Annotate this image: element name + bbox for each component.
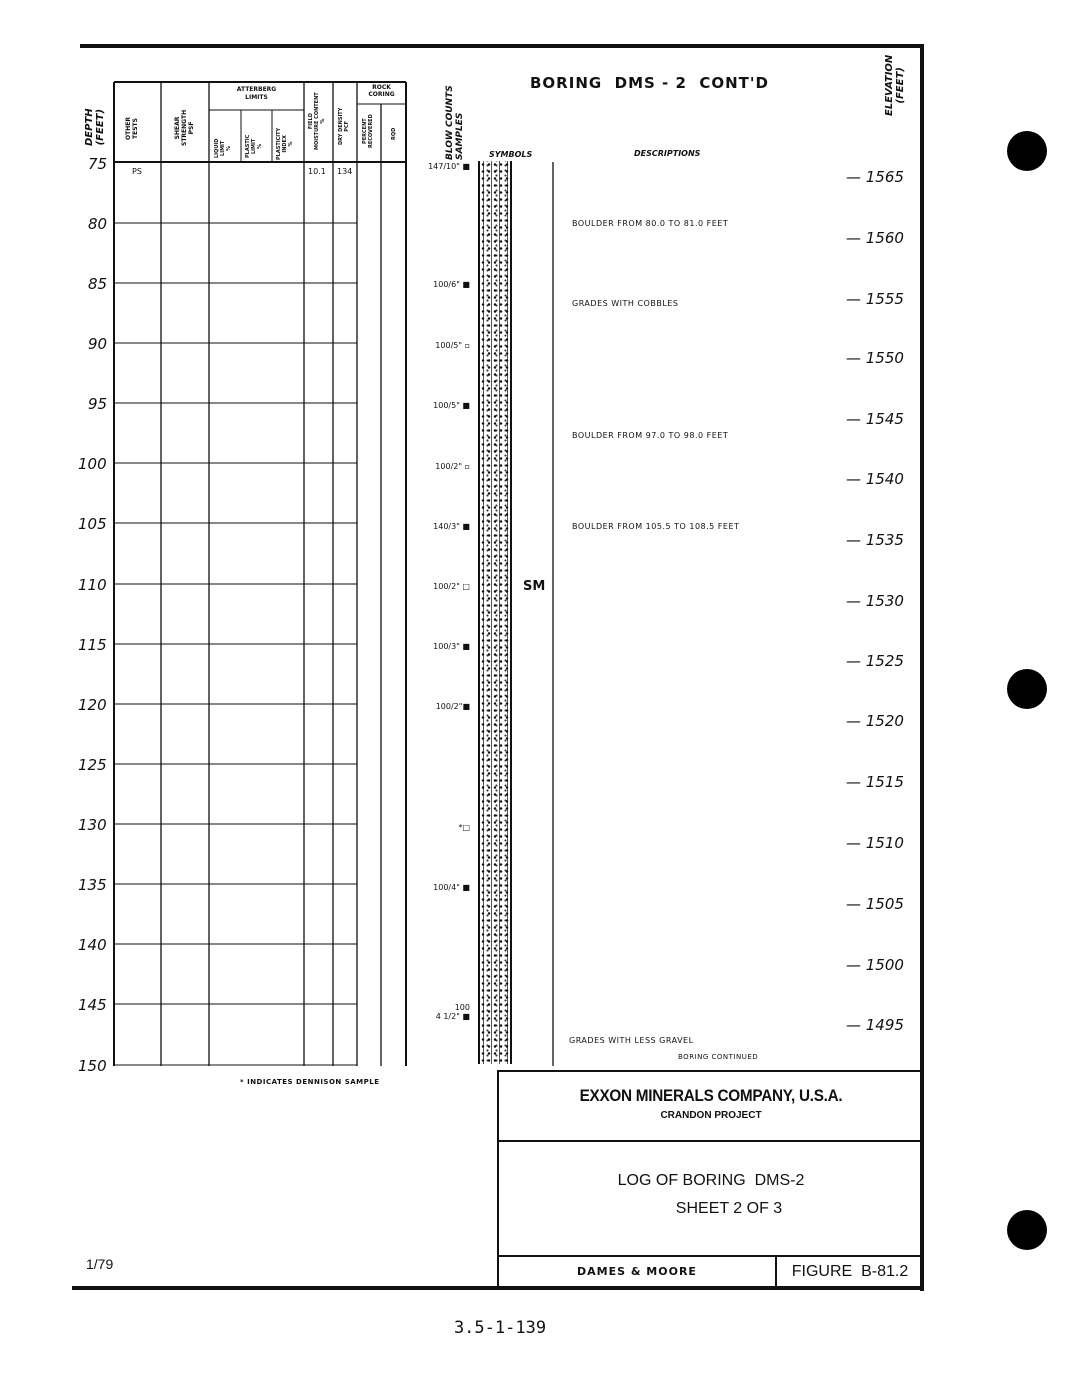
atterberg-header: ATTERBERG LIMITS <box>236 86 277 101</box>
plasticity-index-header: PLASTICITY INDEX % <box>276 127 294 160</box>
depth-label: 90 <box>88 335 108 353</box>
blow-counts-header: BLOW COUNTS SAMPLES <box>445 85 465 160</box>
rqd-header: RQD <box>391 127 397 140</box>
description-text: GRADES WITH LESS GRAVEL <box>569 1036 694 1045</box>
depth-label: 100 <box>78 455 107 473</box>
project-name: CRANDON PROJECT <box>660 1110 762 1121</box>
blow-count: 100/2" ▫ <box>435 462 470 471</box>
description-text: BOULDER FROM 80.0 TO 81.0 FEET <box>572 219 729 228</box>
plastic-limit-header: PLASTIC LIMIT % <box>245 134 263 158</box>
title-block <box>497 1070 923 1288</box>
elevation-label: — 1565 <box>846 168 904 186</box>
figure-number: FIGURE B-81.2 <box>791 1263 909 1280</box>
company-name: EXXON MINERALS COMPANY, U.S.A. <box>579 1086 843 1105</box>
title-block-divider-bottom <box>499 1255 923 1257</box>
elevation-label: — 1525 <box>846 652 904 670</box>
dry-density-header: DRY DENSITY PCF <box>338 107 350 145</box>
depth-label: 105 <box>78 515 107 533</box>
depth-header: DEPTH (FEET) <box>84 108 106 146</box>
description-text: BOULDER FROM 105.5 TO 108.5 FEET <box>572 522 740 531</box>
depth-label: 125 <box>78 756 107 774</box>
title-block-divider <box>499 1140 923 1142</box>
depth-label: 140 <box>78 936 107 954</box>
sheet-number: SHEET 2 OF 3 <box>675 1200 783 1217</box>
blow-count: 147/10" ■ <box>428 162 470 171</box>
percent-recovered-header: PERCENT RECOVERED <box>362 114 374 148</box>
elevation-label: — 1505 <box>846 895 904 913</box>
firm-name: DAMES & MOORE <box>577 1265 697 1278</box>
depth-label: 85 <box>88 275 108 293</box>
descriptions-header: DESCRIPTIONS <box>634 149 701 158</box>
depth-label: 80 <box>88 215 108 233</box>
depth-label: 145 <box>78 996 107 1014</box>
blow-count: 100/5" ▫ <box>435 341 470 350</box>
description-text: BORING CONTINUED <box>678 1053 759 1061</box>
blow-count: *□ <box>458 823 470 832</box>
blow-count: 100/3" ■ <box>433 642 470 651</box>
log-title: LOG OF BORING DMS-2 <box>617 1172 805 1189</box>
page-number: 3.5-1-139 <box>453 1318 547 1338</box>
blow-count: 100/2"■ <box>435 702 470 711</box>
moisture-value: 10.1 <box>308 167 326 176</box>
soil-symbol-column <box>478 161 512 1064</box>
soil-class-label: SM <box>523 579 546 594</box>
rock-coring-header: ROCK CORING <box>368 84 395 98</box>
elevation-header: ELEVATION (FEET) <box>884 54 906 116</box>
depth-label: 95 <box>88 395 108 413</box>
depth-label: 150 <box>78 1057 107 1075</box>
depth-label: 110 <box>78 576 107 594</box>
boring-title: BORING DMS - 2 CONT'D <box>530 74 769 92</box>
depth-label: 120 <box>78 696 107 714</box>
elevation-label: — 1520 <box>846 712 904 730</box>
date-label: 1/79 <box>86 1256 114 1272</box>
elevation-label: — 1500 <box>846 956 904 974</box>
footnote: * INDICATES DENNISON SAMPLE <box>240 1078 380 1086</box>
other-tests-value: PS <box>132 167 142 176</box>
elevation-label: — 1510 <box>846 834 904 852</box>
depth-label: 135 <box>78 876 107 894</box>
density-value: 134 <box>337 167 353 176</box>
blow-count: 100 4 1/2" ■ <box>435 1003 470 1021</box>
blow-count: 100/5" ■ <box>433 401 470 410</box>
moisture-header: FIELD MOISTURE CONTENT % <box>308 92 326 150</box>
elevation-label: — 1550 <box>846 349 904 367</box>
elevation-label: — 1540 <box>846 470 904 488</box>
elevation-label: — 1515 <box>846 773 904 791</box>
elevation-label: — 1560 <box>846 229 904 247</box>
elevation-label: — 1545 <box>846 410 904 428</box>
liquid-limit-header: LIQUID LIMIT % <box>214 138 232 158</box>
elevation-label: — 1535 <box>846 531 904 549</box>
elevation-label: — 1530 <box>846 592 904 610</box>
description-text: BOULDER FROM 97.0 TO 98.0 FEET <box>572 431 729 440</box>
depth-label: 75 <box>88 155 108 173</box>
elevation-label: — 1495 <box>846 1016 904 1034</box>
description-text: GRADES WITH COBBLES <box>572 299 679 308</box>
shear-strength-header: SHEAR STRENGTH PSF <box>174 109 195 146</box>
symbols-header: SYMBOLS <box>489 150 533 159</box>
blow-count: 100/2" □ <box>433 582 470 591</box>
blow-count: 100/6" ■ <box>433 280 470 289</box>
blow-count: 100/4" ■ <box>433 883 470 892</box>
other-tests-header: OTHER TESTS <box>125 117 139 140</box>
depth-label: 115 <box>78 636 107 654</box>
blow-count: 140/3" ■ <box>433 522 470 531</box>
elevation-label: — 1555 <box>846 290 904 308</box>
depth-label: 130 <box>78 816 107 834</box>
